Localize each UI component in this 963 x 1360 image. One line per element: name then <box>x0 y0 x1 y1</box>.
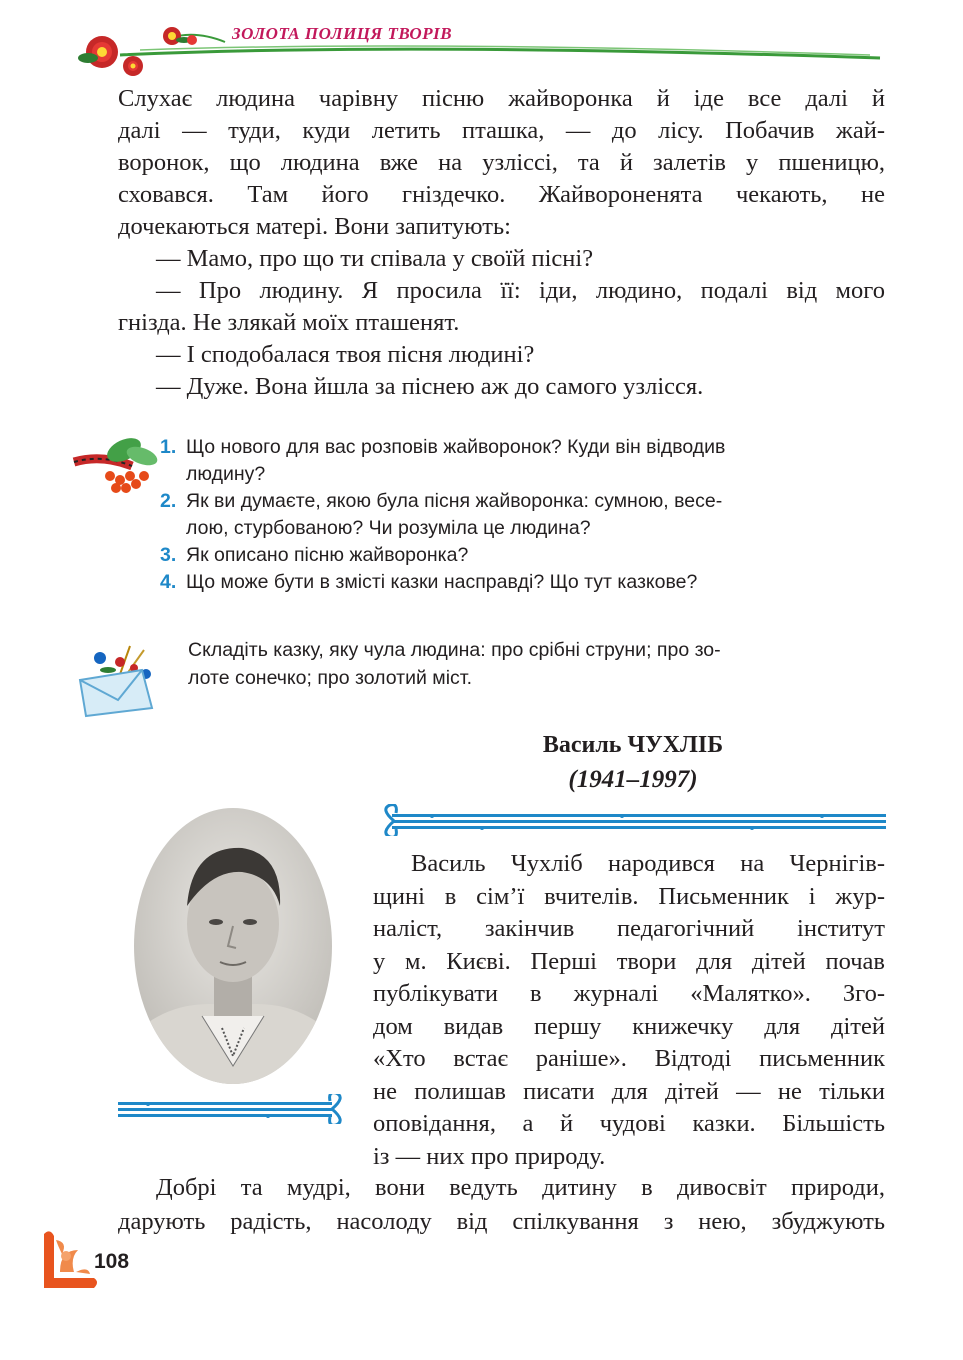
page-number: 108 <box>94 1250 130 1273</box>
question-line: Що нового для вас розповів жайворонок? Куди він відводив <box>186 436 726 458</box>
bio-line: оповідання, а й чудові казки. Більшість <box>373 1110 885 1137</box>
question-line: Як ви думаєте, якою була пісня жайворонка: сумною, весе- <box>186 490 723 512</box>
rowan-berries-icon <box>72 432 162 496</box>
question-item <box>160 434 886 488</box>
story-line: Слухає людина чарівну пісню жайворонка й іде все далі й <box>118 85 885 112</box>
bio-line: наліст, закінчив педагогічний інститут <box>373 915 885 942</box>
question-item <box>160 569 886 596</box>
bio-line: дом видав першу книжечку для дітей <box>373 1012 885 1040</box>
author-portrait <box>132 806 334 1086</box>
header-title: ЗОЛОТА ПОЛИЦЯ ТВОРІВ <box>232 24 453 43</box>
bio-line: із — них про природу. <box>373 1142 606 1170</box>
question-line: людину? <box>186 463 266 485</box>
story-line: сховався. Там його гніздечко. Жайвороненята чекають, не <box>118 181 885 208</box>
bio-line: у м. Києві. Перші твори для дітей почав <box>373 947 885 975</box>
author-biography <box>373 848 885 1173</box>
question-item <box>160 488 886 542</box>
story-line: воронок, що людина вже на узліссі, та й залетів у пшеницю, <box>118 149 885 176</box>
bottom-divider-ornament <box>118 1094 356 1124</box>
closing-line: Добрі та мудрі, вони ведуть дитину в дивосвіт природи, <box>156 1174 885 1201</box>
author-years: (1941–1997) <box>568 766 698 793</box>
question-number: 4. <box>160 571 177 593</box>
page-header <box>0 0 963 90</box>
bio-line: Василь Чухліб народився на Чернігів- <box>411 850 885 877</box>
author-name: Василь ЧУХЛІБ <box>542 732 724 758</box>
bio-line: не полишав писати для дітей — не тільки <box>373 1077 885 1105</box>
story-line: далі — туди, куди летить пташка, — до лісу. Побачив жай- <box>118 117 885 144</box>
flower-header-icon <box>0 0 963 90</box>
corner-ornament-icon <box>40 1226 98 1292</box>
story-text <box>118 83 885 403</box>
task-line: лоте сонечко; про золотий міст. <box>188 667 472 689</box>
questions-list <box>160 434 886 596</box>
story-line: — Мамо, про що ти співала у своїй пісні? <box>156 245 594 272</box>
story-line: гнізда. Не злякай моїх пташенят. <box>118 309 460 336</box>
story-line: дочекаються матері. Вони запитують: <box>118 213 511 240</box>
story-line: — Дуже. Вона йшла за піснею аж до самого узлісся. <box>156 373 704 400</box>
question-line: Що може бути в змісті казки насправді? Що тут казкове? <box>186 571 698 593</box>
story-line: — І сподобалася твоя пісня людині? <box>156 341 535 368</box>
bio-line: публікувати в журналі «Малятко». Зго- <box>373 980 885 1007</box>
question-line: лою, стурбованою? Чи розуміла це людина? <box>186 517 591 539</box>
creative-task <box>188 636 886 692</box>
bio-line: щині в сім’ї вчителів. Письменник і жур- <box>373 882 885 910</box>
top-divider-ornament <box>372 804 888 836</box>
question-number: 2. <box>160 490 177 512</box>
story-line: — Про людину. Я просила її: іди, людино, подалі від мого <box>156 277 885 304</box>
task-line: Складіть казку, яку чула людина: про срібні струни; про зо- <box>188 639 721 661</box>
closing-text <box>118 1171 885 1239</box>
closing-line: дарують радість, насолоду від спілкування з нею, збуджують <box>118 1208 885 1235</box>
envelope-flowers-icon <box>78 640 160 718</box>
question-item <box>160 542 886 569</box>
bio-line: «Хто встає раніше». Відтоді письменник <box>373 1045 885 1072</box>
question-line: Як описано пісню жайворонка? <box>186 544 469 566</box>
question-number: 3. <box>160 544 177 566</box>
question-number: 1. <box>160 436 177 458</box>
